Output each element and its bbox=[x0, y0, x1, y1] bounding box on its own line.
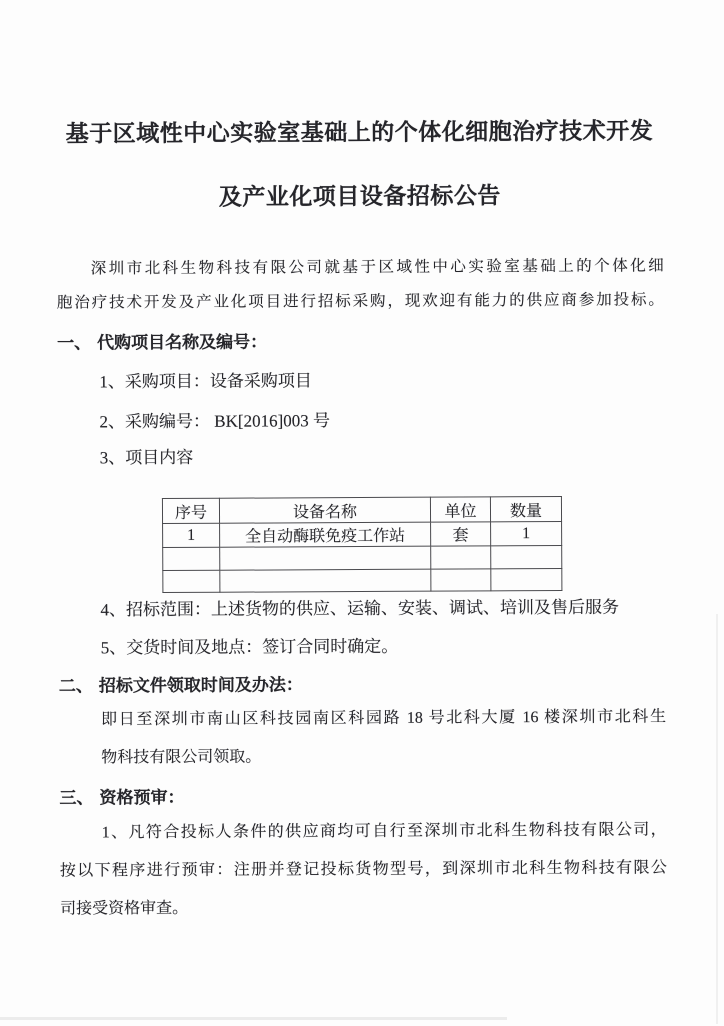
col-header-device-name: 设备名称 bbox=[219, 497, 430, 523]
col-header-unit: 单位 bbox=[430, 497, 490, 522]
table-header-row bbox=[162, 496, 561, 523]
item-project-content: 3、项目内容 bbox=[99, 447, 194, 468]
cell-device-name: 全自动酶联免疫工作站 bbox=[220, 522, 431, 547]
intro-paragraph bbox=[57, 249, 664, 320]
table-row-empty bbox=[163, 568, 562, 592]
cell-empty bbox=[431, 569, 491, 591]
cell-quantity: 1 bbox=[491, 521, 562, 545]
document-title-line-2: 及产业化项目设备招标公告 bbox=[218, 183, 501, 210]
cell-empty bbox=[220, 569, 431, 592]
table-row-empty bbox=[163, 545, 562, 570]
section-1-number: 一、 bbox=[57, 333, 92, 353]
section-3-number: 三、 bbox=[59, 788, 94, 808]
prequalification-line: 按以下程序进行预审：注册并登记投标货物型号，到深圳市北科生物科技有限公 bbox=[59, 859, 667, 880]
cell-empty bbox=[431, 546, 491, 569]
cell-empty bbox=[491, 568, 562, 590]
prequalification-line: 1、凡符合投标人条件的供应商均可自行至深圳市北科生物科技有限公司， bbox=[101, 821, 667, 842]
prequalification-line: 司接受资格审查。 bbox=[60, 899, 189, 918]
item-procurement-project: 1、采购项目：设备采购项目 bbox=[99, 371, 312, 392]
section-2-number: 二、 bbox=[58, 676, 93, 696]
cell-empty bbox=[491, 545, 562, 568]
cell-empty bbox=[163, 570, 220, 592]
collection-line: 物科技有限公司领取。 bbox=[101, 748, 262, 767]
intro-line: 胞治疗技术开发及产业化项目进行招标采购，现欢迎有能力的供应商参加投标。 bbox=[56, 291, 664, 312]
section-1-heading bbox=[57, 325, 664, 358]
document-collection-paragraph bbox=[101, 698, 666, 777]
table-row bbox=[163, 521, 562, 547]
section-2-heading bbox=[59, 668, 666, 701]
equipment-table bbox=[162, 496, 562, 593]
intro-line: 深圳市北科生物科技有限公司就基于区域性中心实验室基础上的个体化细 bbox=[90, 257, 664, 278]
scan-edge-right bbox=[716, 614, 718, 1024]
collection-line: 即日至深圳市南山区科技园南区科园路 18 号北科大厦 16 楼深圳市北科生 bbox=[101, 708, 667, 729]
section-3-heading bbox=[59, 780, 666, 813]
col-header-seq: 序号 bbox=[162, 498, 219, 523]
cell-unit: 套 bbox=[431, 522, 491, 546]
document-title-line-1: 基于区域性中心实验室基础上的个体化细胞治疗技术开发 bbox=[65, 118, 654, 147]
prequalification-paragraph bbox=[60, 811, 668, 928]
cell-seq: 1 bbox=[163, 523, 220, 547]
item-tender-scope: 4、招标范围：上述货物的供应、运输、安装、调试、培训及售后服务 bbox=[100, 597, 620, 620]
section-3-heading-text: 资格预审： bbox=[99, 787, 185, 808]
item-procurement-number: 2、采购编号： BK[2016]003 号 bbox=[99, 411, 331, 432]
item-delivery-time: 5、交货时间及地点：签订合同时确定。 bbox=[100, 636, 399, 658]
section-1-heading-text: 代购项目名称及编号： bbox=[97, 332, 268, 353]
section-2-heading-text: 招标文件领取时间及办法： bbox=[98, 675, 303, 696]
col-header-quantity: 数量 bbox=[490, 496, 561, 521]
cell-empty bbox=[220, 546, 431, 570]
scan-edge-bottom bbox=[0, 1017, 507, 1020]
cell-empty bbox=[163, 547, 220, 570]
